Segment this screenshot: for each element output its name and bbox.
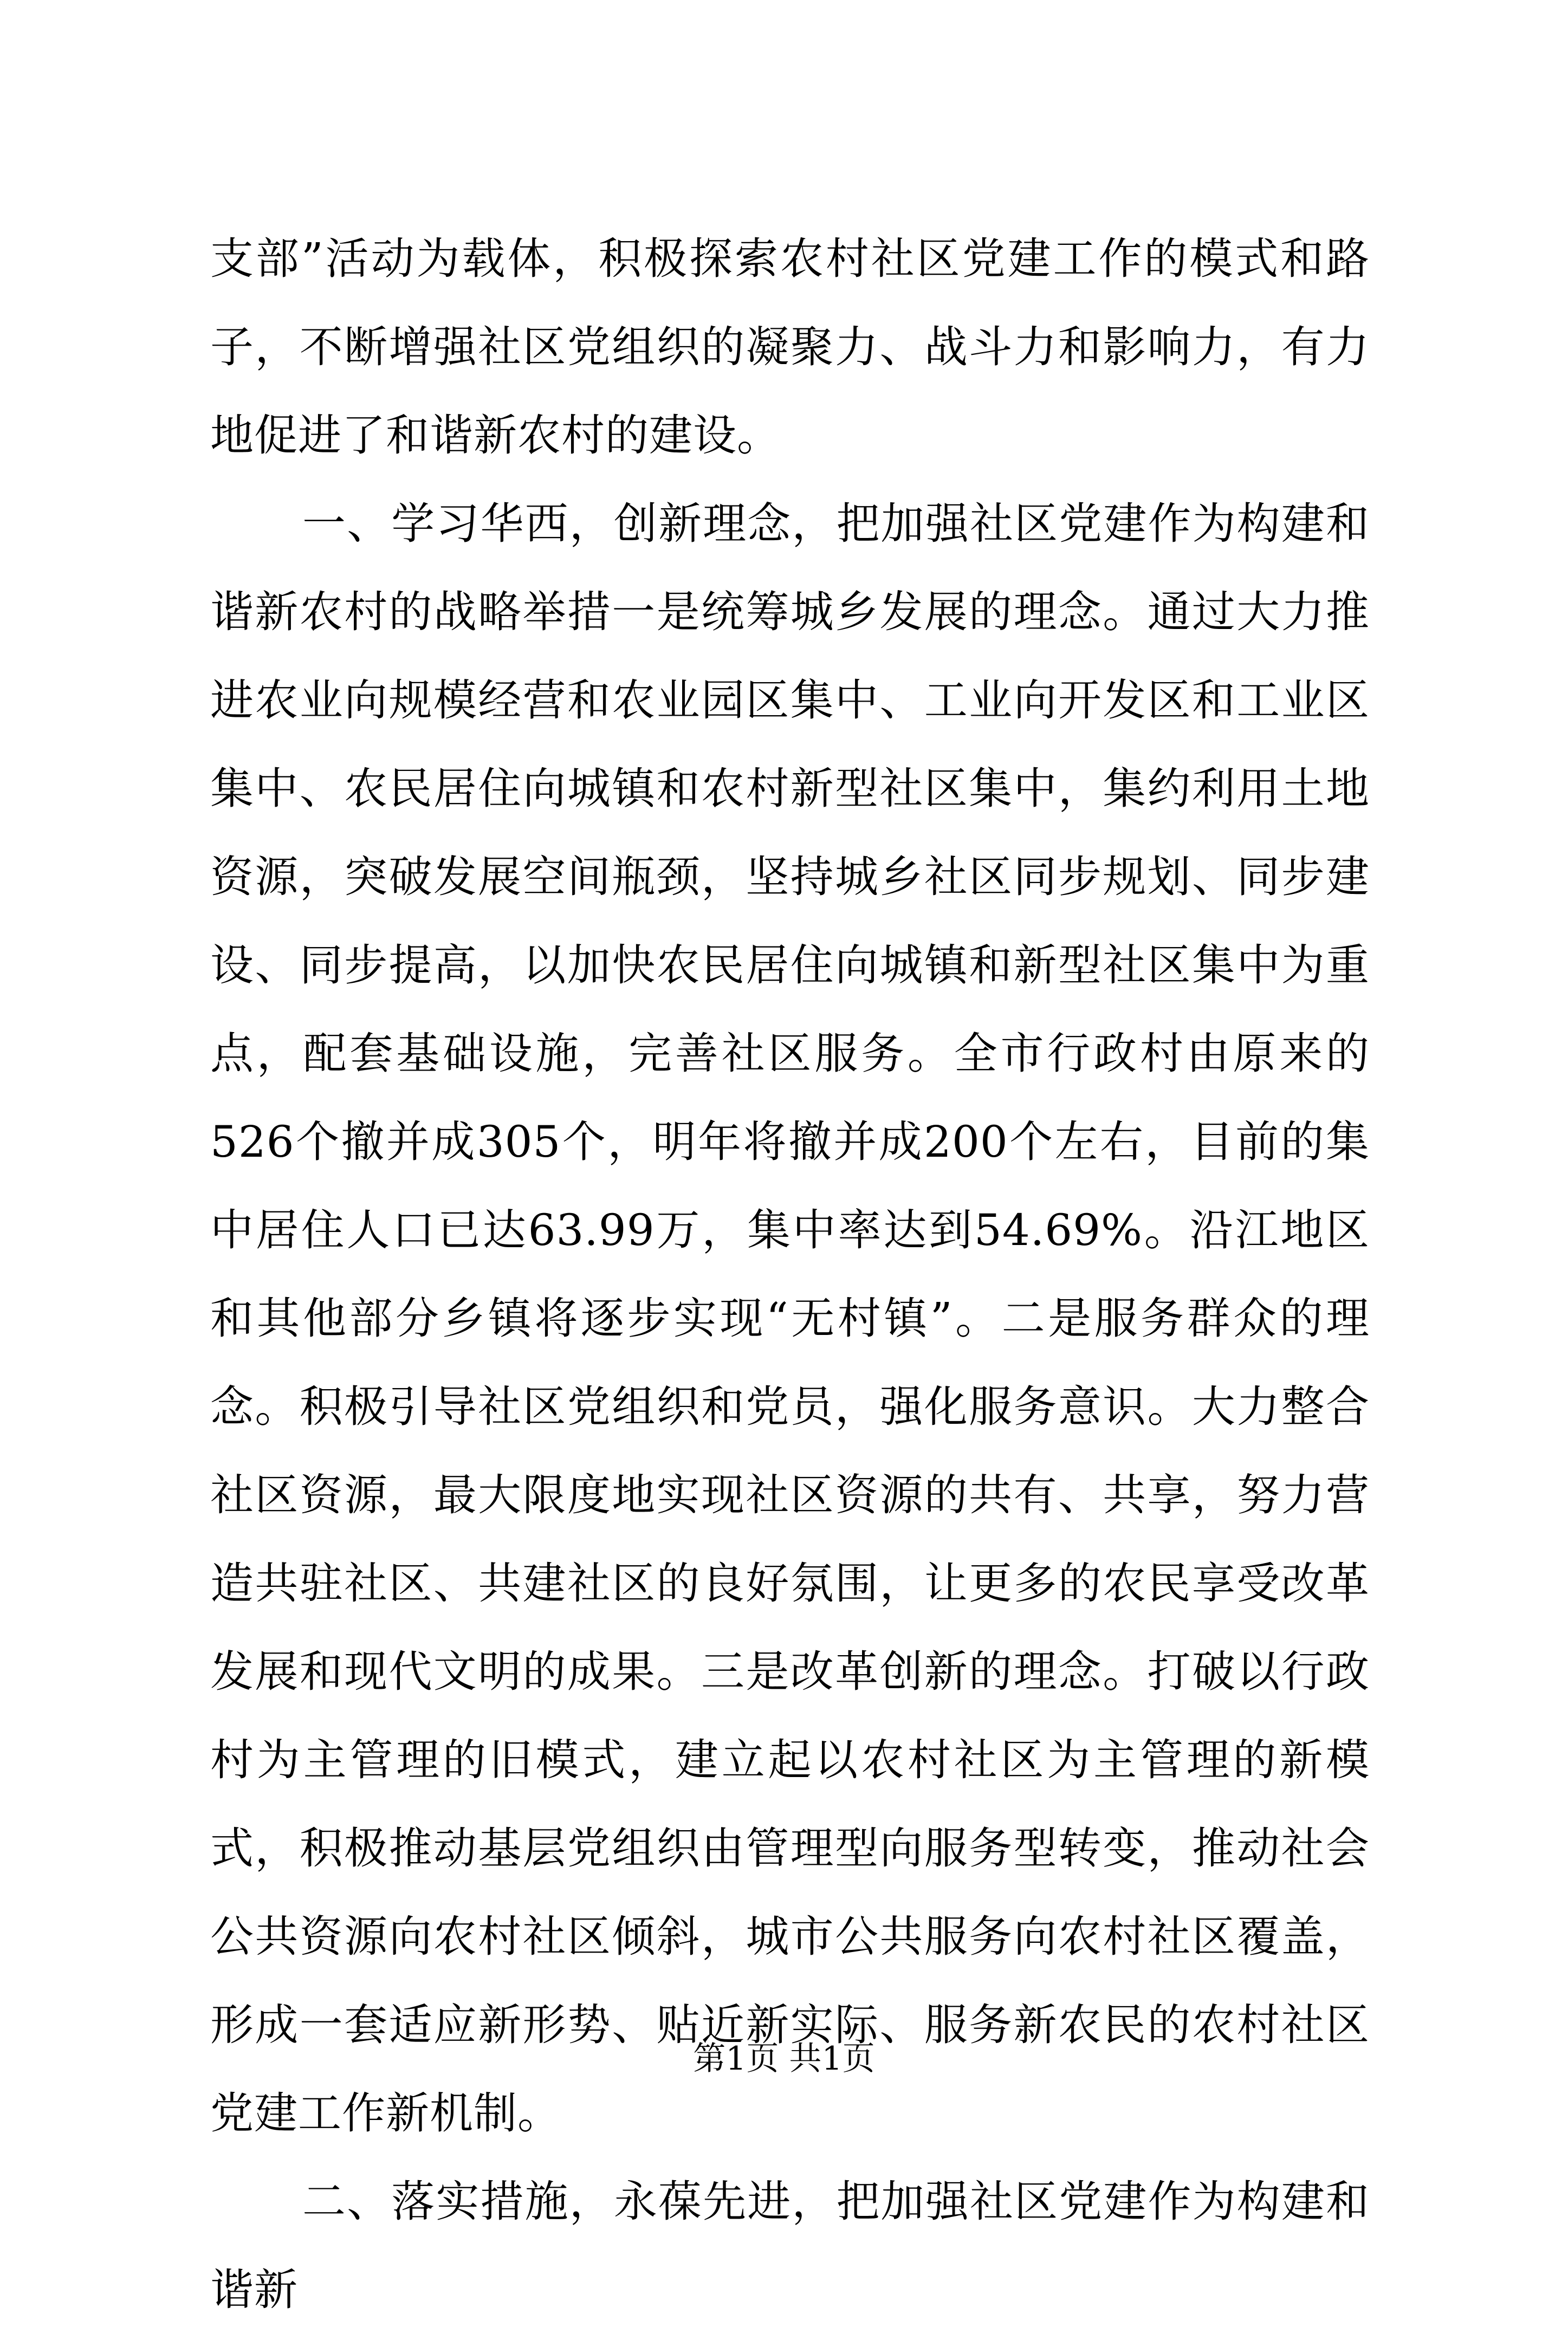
page-number-label: 第1页 共1页 [693,2040,875,2078]
document-body [210,215,1370,2334]
paragraph-section-one: 一、学习华西，创新理念，把加强社区党建作为构建和谐新农村的战略举措一是统筹城乡发展的理念。通过大力推进农业向规模经营和农业园区集中、工业向开发区和工业区集中、农民居住向城镇和农村新型社区集中，集约利用土地资源，突破发展空间瓶颈，坚持城乡社区同步规划、同步建设、同步提高，以加快农民居住向城镇和新型社区集中为重点，配套基础设施，完善社区服务。全市行政村由原来的526个撤并成305个，明年将撤并成200个左右，目前的集中居住人口已达63.99万，集中率达到54.69%。沿江地区和其他部分乡镇将逐步实现“无村镇”。二是服务群众的理念。积极引导社区党组织和党员，强化服务意识。大力整合社区资源，最大限度地实现社区资源的共有、共享，努力营造共驻社区、共建社区的良好氛围，让更多的农民享受改革发展和现代文明的成果。三是改革创新的理念。打破以行政村为主管理的旧模式，建立起以农村社区为主管理的新模式，积极推动基层党组织由管理型向服务型转变，推动社会公共资源向农村社区倾斜，城市公共服务向农村社区覆盖，形成一套适应新形势、贴近新实际、服务新农民的农村社区党建工作新机制。 [210,498,1370,2138]
page-footer [0,2037,1568,2080]
paragraph-continuation: 支部”活动为载体，积极探索农村社区党建工作的模式和路子，不断增强社区党组织的凝聚力、战斗力和影响力，有力地促进了和谐新农村的建设。 [210,234,1370,461]
paragraph-section-two-heading: 二、落实措施，永葆先进，把加强社区党建作为构建和谐新 [210,2176,1370,2315]
